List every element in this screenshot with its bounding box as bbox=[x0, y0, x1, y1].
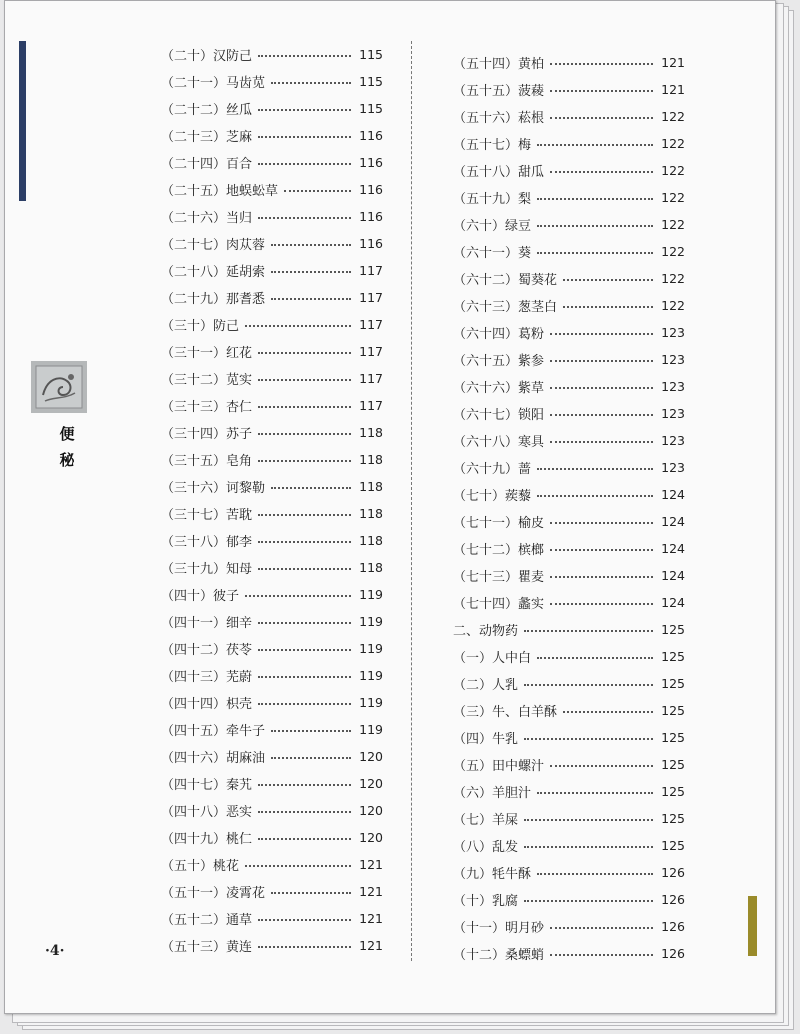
toc-leader-dots bbox=[258, 541, 351, 543]
toc-leader-dots bbox=[245, 865, 351, 867]
toc-entry-label: （八）乱发 bbox=[453, 840, 519, 855]
toc-entry bbox=[161, 689, 383, 716]
toc-entry-page: 116 bbox=[359, 155, 383, 170]
toc-entry-label: （二十三）芝麻 bbox=[161, 130, 253, 145]
toc-entry bbox=[453, 184, 685, 211]
toc-entry bbox=[453, 238, 685, 265]
toc-leader-dots bbox=[550, 387, 653, 389]
toc-leader-dots bbox=[524, 846, 653, 848]
toc-leader-dots bbox=[563, 279, 653, 281]
toc-entry-label: （四十一）细辛 bbox=[161, 616, 253, 631]
toc-entry bbox=[161, 203, 383, 230]
toc-entry-page: 122 bbox=[661, 298, 685, 313]
toc-leader-dots bbox=[537, 495, 653, 497]
toc-leader-dots bbox=[537, 225, 653, 227]
toc-entry-label: （六十四）葛粉 bbox=[453, 327, 545, 342]
toc-leader-dots bbox=[258, 460, 351, 462]
toc-entry-label: （二十七）肉苁蓉 bbox=[161, 238, 266, 253]
cover-edge bbox=[19, 41, 26, 201]
toc-entry-label: （五）田中螺汁 bbox=[453, 759, 545, 774]
toc-entry-page: 118 bbox=[359, 479, 383, 494]
toc-entry-page: 116 bbox=[359, 182, 383, 197]
toc-entry-label: （二十六）当归 bbox=[161, 211, 253, 226]
toc-entry bbox=[453, 454, 685, 481]
toc-entry-label: （五十九）梨 bbox=[453, 192, 532, 207]
toc-entry-label: （三十四）苏子 bbox=[161, 427, 253, 442]
toc-entry-page: 125 bbox=[661, 622, 685, 637]
toc-leader-dots bbox=[258, 514, 351, 516]
toc-entry-label: （六十三）葱茎白 bbox=[453, 300, 558, 315]
toc-entry bbox=[161, 527, 383, 554]
toc-entry bbox=[161, 905, 383, 932]
toc-entry-label: （五十二）通草 bbox=[161, 913, 253, 928]
toc-leader-dots bbox=[524, 819, 653, 821]
toc-leader-dots bbox=[550, 954, 653, 956]
toc-entry bbox=[453, 346, 685, 373]
toc-entry-page: 121 bbox=[661, 55, 685, 70]
toc-entry bbox=[161, 932, 383, 959]
toc-entry-page: 123 bbox=[661, 352, 685, 367]
toc-leader-dots bbox=[258, 946, 351, 948]
toc-leader-dots bbox=[550, 333, 653, 335]
toc-entry bbox=[161, 743, 383, 770]
toc-entry-label: （四十八）恶实 bbox=[161, 805, 253, 820]
toc-leader-dots bbox=[550, 603, 653, 605]
toc-entry-label: （六十）绿豆 bbox=[453, 219, 532, 234]
toc-entry-label: （三十八）郁李 bbox=[161, 535, 253, 550]
toc-entry-label: （五十）桃花 bbox=[161, 859, 240, 874]
page-number: ·4· bbox=[45, 943, 65, 959]
toc-right-column bbox=[453, 49, 685, 967]
toc-entry-label: （六十二）蜀葵花 bbox=[453, 273, 558, 288]
toc-entry-label: （四十四）枳壳 bbox=[161, 697, 253, 712]
toc-entry-label: （四）牛乳 bbox=[453, 732, 519, 747]
toc-leader-dots bbox=[271, 892, 351, 894]
toc-entry-page: 121 bbox=[661, 82, 685, 97]
toc-entry-label: （五十三）黄连 bbox=[161, 940, 253, 955]
toc-entry-label: （二）人乳 bbox=[453, 678, 519, 693]
toc-entry-label: （二十四）百合 bbox=[161, 157, 253, 172]
toc-entry-label: （四十六）胡麻油 bbox=[161, 751, 266, 766]
toc-entry bbox=[161, 122, 383, 149]
toc-entry-page: 121 bbox=[359, 911, 383, 926]
toc-entry-label: （五十八）甜瓜 bbox=[453, 165, 545, 180]
toc-leader-dots bbox=[258, 379, 351, 381]
toc-entry-page: 115 bbox=[359, 74, 383, 89]
toc-entry-page: 122 bbox=[661, 217, 685, 232]
toc-leader-dots bbox=[271, 298, 351, 300]
toc-entry-label: （四十七）秦艽 bbox=[161, 778, 253, 793]
toc-leader-dots bbox=[258, 136, 351, 138]
toc-leader-dots bbox=[271, 730, 351, 732]
toc-entry-label: （二十九）那耆悉 bbox=[161, 292, 266, 307]
toc-entry bbox=[453, 319, 685, 346]
toc-entry-label: （七十二）槟榔 bbox=[453, 543, 545, 558]
toc-leader-dots bbox=[550, 576, 653, 578]
toc-leader-dots bbox=[258, 406, 351, 408]
toc-entry-page: 119 bbox=[359, 722, 383, 737]
toc-leader-dots bbox=[258, 217, 351, 219]
toc-leader-dots bbox=[245, 595, 351, 597]
toc-entry-label: （九）牦牛酥 bbox=[453, 867, 532, 882]
toc-entry bbox=[161, 311, 383, 338]
toc-entry-page: 126 bbox=[661, 919, 685, 934]
toc-entry-page: 123 bbox=[661, 379, 685, 394]
toc-entry-page: 117 bbox=[359, 317, 383, 332]
toc-entry bbox=[453, 427, 685, 454]
toc-entry-label: （六十九）蔷 bbox=[453, 462, 532, 477]
toc-entry-label: （二十）汉防己 bbox=[161, 49, 253, 64]
toc-entry-page: 124 bbox=[661, 568, 685, 583]
toc-leader-dots bbox=[537, 657, 653, 659]
toc-entry bbox=[161, 95, 383, 122]
toc-entry-label: （六）羊胆汁 bbox=[453, 786, 532, 801]
toc-entry-label: （六十五）紫参 bbox=[453, 354, 545, 369]
toc-leader-dots bbox=[550, 360, 653, 362]
toc-entry-page: 126 bbox=[661, 892, 685, 907]
toc-entry-page: 124 bbox=[661, 514, 685, 529]
toc-entry-page: 121 bbox=[359, 938, 383, 953]
toc-entry bbox=[453, 157, 685, 184]
toc-entry-label: 二、动物药 bbox=[453, 624, 519, 639]
toc-entry bbox=[161, 554, 383, 581]
toc-entry-label: （三十九）知母 bbox=[161, 562, 253, 577]
toc-entry bbox=[161, 41, 383, 68]
toc-entry-page: 118 bbox=[359, 560, 383, 575]
toc-entry-page: 119 bbox=[359, 641, 383, 656]
toc-leader-dots bbox=[550, 522, 653, 524]
toc-leader-dots bbox=[258, 676, 351, 678]
toc-entry bbox=[161, 230, 383, 257]
toc-leader-dots bbox=[271, 82, 351, 84]
toc-entry-label: （三十六）诃黎勒 bbox=[161, 481, 266, 496]
toc-leader-dots bbox=[563, 711, 653, 713]
toc-entry-label: （七十四）蠡实 bbox=[453, 597, 545, 612]
toc-entry bbox=[453, 751, 685, 778]
toc-entry-page: 124 bbox=[661, 595, 685, 610]
toc-entry-page: 121 bbox=[359, 857, 383, 872]
book-page bbox=[4, 0, 776, 1014]
toc-entry-page: 120 bbox=[359, 803, 383, 818]
toc-leader-dots bbox=[245, 325, 351, 327]
toc-entry bbox=[161, 419, 383, 446]
toc-entry-page: 125 bbox=[661, 676, 685, 691]
toc-entry-page: 123 bbox=[661, 460, 685, 475]
toc-leader-dots bbox=[550, 549, 653, 551]
toc-leader-dots bbox=[537, 792, 653, 794]
toc-entry bbox=[453, 805, 685, 832]
column-divider bbox=[411, 41, 412, 961]
toc-entry-page: 117 bbox=[359, 344, 383, 359]
toc-entry-label: （六十七）锁阳 bbox=[453, 408, 545, 423]
toc-leader-dots bbox=[524, 684, 653, 686]
toc-entry-label: （五十七）梅 bbox=[453, 138, 532, 153]
toc-left-column bbox=[161, 41, 383, 959]
toc-entry bbox=[453, 508, 685, 535]
toc-entry bbox=[453, 778, 685, 805]
toc-entry bbox=[453, 562, 685, 589]
toc-leader-dots bbox=[258, 352, 351, 354]
toc-entry bbox=[453, 859, 685, 886]
toc-entry-label: （五十四）黄柏 bbox=[453, 57, 545, 72]
toc-leader-dots bbox=[258, 703, 351, 705]
toc-entry-page: 125 bbox=[661, 811, 685, 826]
toc-entry-page: 122 bbox=[661, 163, 685, 178]
toc-entry-page: 119 bbox=[359, 614, 383, 629]
toc-entry-page: 119 bbox=[359, 587, 383, 602]
toc-entry-page: 115 bbox=[359, 101, 383, 116]
toc-entry-label: （六十六）紫草 bbox=[453, 381, 545, 396]
toc-entry bbox=[161, 581, 383, 608]
toc-entry bbox=[161, 824, 383, 851]
toc-entry bbox=[453, 589, 685, 616]
toc-entry-page: 119 bbox=[359, 695, 383, 710]
toc-leader-dots bbox=[550, 117, 653, 119]
toc-entry-page: 117 bbox=[359, 398, 383, 413]
toc-entry bbox=[453, 76, 685, 103]
toc-entry-page: 125 bbox=[661, 757, 685, 772]
toc-entry-page: 123 bbox=[661, 325, 685, 340]
toc-leader-dots bbox=[550, 927, 653, 929]
toc-leader-dots bbox=[271, 244, 351, 246]
toc-leader-dots bbox=[271, 271, 351, 273]
toc-entry-label: （五十一）凌霄花 bbox=[161, 886, 266, 901]
toc-entry bbox=[453, 724, 685, 751]
toc-leader-dots bbox=[258, 811, 351, 813]
toc-leader-dots bbox=[537, 198, 653, 200]
toc-entry-page: 122 bbox=[661, 271, 685, 286]
toc-entry bbox=[161, 500, 383, 527]
toc-entry bbox=[161, 392, 383, 419]
toc-leader-dots bbox=[258, 55, 351, 57]
toc-entry-page: 122 bbox=[661, 109, 685, 124]
toc-entry bbox=[453, 400, 685, 427]
toc-entry bbox=[453, 265, 685, 292]
toc-leader-dots bbox=[258, 622, 351, 624]
toc-entry bbox=[161, 797, 383, 824]
toc-leader-dots bbox=[258, 433, 351, 435]
toc-entry bbox=[161, 149, 383, 176]
toc-entry bbox=[161, 257, 383, 284]
toc-entry bbox=[453, 211, 685, 238]
toc-leader-dots bbox=[537, 144, 653, 146]
toc-entry bbox=[453, 670, 685, 697]
toc-entry-page: 116 bbox=[359, 128, 383, 143]
toc-entry-page: 120 bbox=[359, 776, 383, 791]
toc-entry-page: 123 bbox=[661, 433, 685, 448]
toc-entry-label: （三十七）苦耽 bbox=[161, 508, 253, 523]
toc-leader-dots bbox=[537, 468, 653, 470]
toc-entry-label: （二十二）丝瓜 bbox=[161, 103, 253, 118]
toc-leader-dots bbox=[258, 838, 351, 840]
toc-entry-page: 116 bbox=[359, 236, 383, 251]
toc-entry-page: 126 bbox=[661, 946, 685, 961]
toc-entry-label: （二十五）地蜈蚣草 bbox=[161, 184, 279, 199]
toc-entry-page: 118 bbox=[359, 452, 383, 467]
toc-leader-dots bbox=[550, 414, 653, 416]
toc-entry-label: （二十一）马齿苋 bbox=[161, 76, 266, 91]
toc-entry bbox=[453, 643, 685, 670]
toc-entry bbox=[453, 373, 685, 400]
toc-entry-page: 118 bbox=[359, 425, 383, 440]
toc-entry bbox=[161, 68, 383, 95]
toc-entry-page: 117 bbox=[359, 290, 383, 305]
toc-entry-page: 120 bbox=[359, 830, 383, 845]
toc-entry bbox=[453, 103, 685, 130]
toc-entry bbox=[453, 886, 685, 913]
toc-entry bbox=[161, 878, 383, 905]
toc-entry-label: （三十五）皂角 bbox=[161, 454, 253, 469]
toc-entry-page: 126 bbox=[661, 865, 685, 880]
toc-entry-page: 125 bbox=[661, 703, 685, 718]
toc-entry bbox=[453, 130, 685, 157]
toc-entry-label: （三十三）杏仁 bbox=[161, 400, 253, 415]
toc-entry-page: 118 bbox=[359, 506, 383, 521]
toc-entry-page: 124 bbox=[661, 541, 685, 556]
toc-leader-dots bbox=[550, 441, 653, 443]
toc-entry-label: （十二）桑螵蛸 bbox=[453, 948, 545, 963]
toc-leader-dots bbox=[524, 630, 653, 632]
toc-leader-dots bbox=[563, 306, 653, 308]
chapter-emblem-icon bbox=[31, 361, 87, 413]
toc-leader-dots bbox=[524, 900, 653, 902]
toc-entry-page: 119 bbox=[359, 668, 383, 683]
toc-entry-label: （四十）彼子 bbox=[161, 589, 240, 604]
toc-entry-page: 124 bbox=[661, 487, 685, 502]
toc-entry bbox=[453, 832, 685, 859]
toc-leader-dots bbox=[537, 873, 653, 875]
toc-entry-page: 123 bbox=[661, 406, 685, 421]
toc-entry-label: （三）牛、白羊酥 bbox=[453, 705, 558, 720]
toc-entry-label: （七十一）榆皮 bbox=[453, 516, 545, 531]
toc-entry bbox=[161, 608, 383, 635]
toc-entry bbox=[453, 697, 685, 724]
toc-entry-page: 125 bbox=[661, 730, 685, 745]
toc-leader-dots bbox=[550, 63, 653, 65]
toc-leader-dots bbox=[271, 487, 351, 489]
toc-entry-page: 118 bbox=[359, 533, 383, 548]
toc-leader-dots bbox=[271, 757, 351, 759]
toc-entry-label: （五十五）菠薐 bbox=[453, 84, 545, 99]
toc-entry-page: 122 bbox=[661, 244, 685, 259]
toc-entry-label: （三十二）苋实 bbox=[161, 373, 253, 388]
toc-entry bbox=[453, 616, 685, 643]
toc-entry-label: （一）人中白 bbox=[453, 651, 532, 666]
cover-edge bbox=[748, 896, 757, 956]
toc-entry-label: （二十八）延胡索 bbox=[161, 265, 266, 280]
toc-leader-dots bbox=[550, 171, 653, 173]
toc-entry bbox=[161, 635, 383, 662]
toc-entry-label: （四十二）茯苓 bbox=[161, 643, 253, 658]
toc-entry-page: 115 bbox=[359, 47, 383, 62]
toc-entry bbox=[161, 851, 383, 878]
toc-leader-dots bbox=[524, 738, 653, 740]
toc-leader-dots bbox=[284, 190, 351, 192]
toc-entry bbox=[161, 716, 383, 743]
toc-entry-label: （七十三）瞿麦 bbox=[453, 570, 545, 585]
toc-leader-dots bbox=[258, 919, 351, 921]
toc-entry-page: 116 bbox=[359, 209, 383, 224]
toc-entry-page: 121 bbox=[359, 884, 383, 899]
toc-entry bbox=[161, 473, 383, 500]
toc-entry-page: 125 bbox=[661, 838, 685, 853]
toc-leader-dots bbox=[258, 109, 351, 111]
toc-entry bbox=[161, 365, 383, 392]
toc-entry-page: 122 bbox=[661, 190, 685, 205]
toc-entry bbox=[453, 292, 685, 319]
toc-leader-dots bbox=[550, 90, 653, 92]
toc-entry-page: 120 bbox=[359, 749, 383, 764]
toc-entry-label: （四十九）桃仁 bbox=[161, 832, 253, 847]
toc-entry bbox=[453, 913, 685, 940]
toc-leader-dots bbox=[258, 784, 351, 786]
toc-entry bbox=[453, 49, 685, 76]
toc-leader-dots bbox=[537, 252, 653, 254]
toc-entry-label: （七十）蒺藜 bbox=[453, 489, 532, 504]
toc-entry-label: （六十一）葵 bbox=[453, 246, 532, 261]
toc-entry-page: 122 bbox=[661, 136, 685, 151]
toc-leader-dots bbox=[550, 765, 653, 767]
toc-entry-label: （三十）防己 bbox=[161, 319, 240, 334]
toc-entry-label: （四十五）牵牛子 bbox=[161, 724, 266, 739]
toc-entry-label: （十一）明月砂 bbox=[453, 921, 545, 936]
toc-entry bbox=[161, 338, 383, 365]
toc-leader-dots bbox=[258, 163, 351, 165]
toc-entry bbox=[161, 770, 383, 797]
toc-entry-label: （四十三）芜蔚 bbox=[161, 670, 253, 685]
toc-entry bbox=[161, 284, 383, 311]
toc-entry bbox=[161, 446, 383, 473]
toc-entry-page: 125 bbox=[661, 649, 685, 664]
toc-entry bbox=[161, 176, 383, 203]
toc-entry bbox=[453, 535, 685, 562]
toc-leader-dots bbox=[258, 649, 351, 651]
toc-leader-dots bbox=[258, 568, 351, 570]
toc-entry-page: 117 bbox=[359, 371, 383, 386]
toc-entry bbox=[453, 481, 685, 508]
toc-entry-label: （五十六）菘根 bbox=[453, 111, 545, 126]
toc-entry bbox=[161, 662, 383, 689]
toc-entry-label: （三十一）红花 bbox=[161, 346, 253, 361]
toc-entry-page: 125 bbox=[661, 784, 685, 799]
chapter-title: 便秘 bbox=[59, 425, 75, 469]
toc-entry-label: （六十八）寒具 bbox=[453, 435, 545, 450]
toc-entry-page: 117 bbox=[359, 263, 383, 278]
toc-entry-label: （十）乳腐 bbox=[453, 894, 519, 909]
toc-entry-label: （七）羊屎 bbox=[453, 813, 519, 828]
toc-entry bbox=[453, 940, 685, 967]
